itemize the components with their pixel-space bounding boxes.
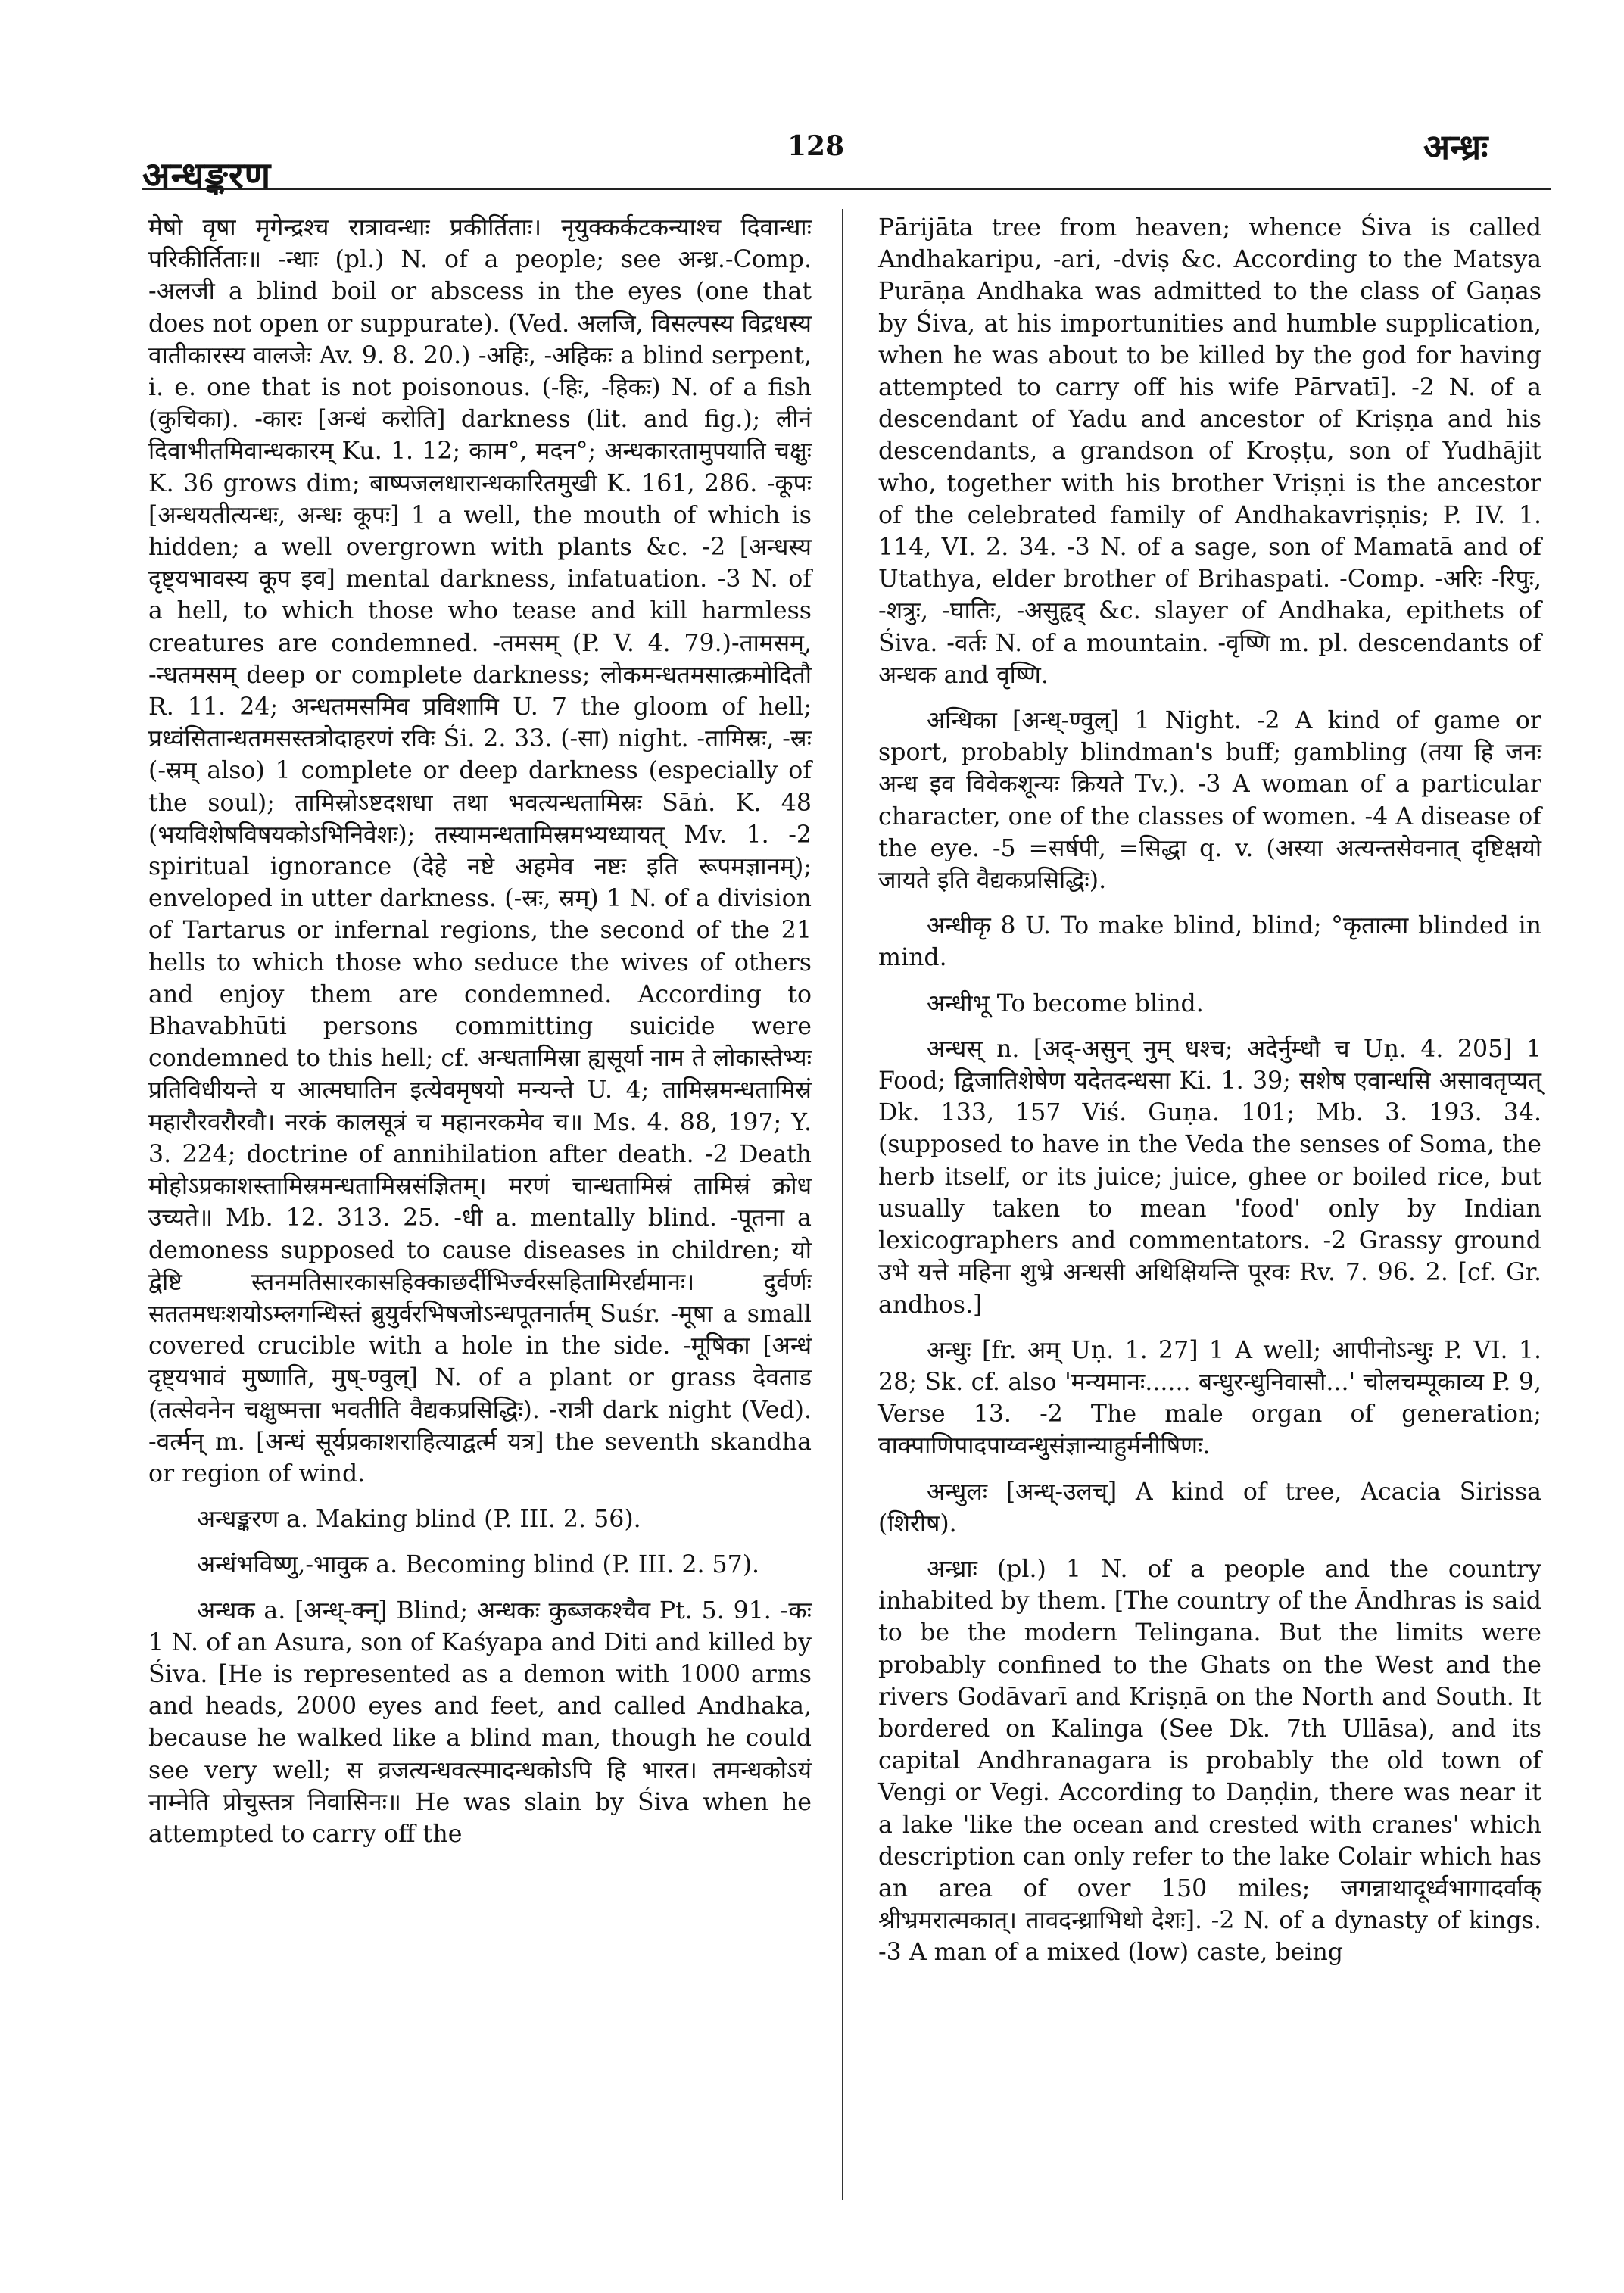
right-entry-8: अन्ध्राः (pl.) 1 N. of a people and the country inhabited by them. [The country of the Āndhras is said to be the modern Telingana. But the limits were probably confined to the Ghats on the West and the rivers Godāvarī and Kriṣṇā on the North and South. It bordered on Kalinga (See Dk. 7th Ullāsa), and its capital Andhranagara is probably the old town of Vengi or Vegi. According to Daṇḍin, there was near it a lake 'like the ocean and crested with cranes' which description can only refer to the lake Colair which has an area of over 150 miles; जगन्नाथादूर्ध्वभागादर्वाक् श्रीभ्रमरात्मकात्। तावदन्ध्राभिधो देशः]. -2 N. of a dynasty of kings. -3 A man of a mixed (low) caste, being	[878, 1555, 1541, 1967]
right-entry-5: अन्धस् n. [अद्-असुन् नुम् धश्च; अदेर्नुम्धौ च Uṇ. 4. 205] 1 Food; द्विजातिशेषेण यदेतदन्धसा Ki. 1. 39; सशेष एवान्धसि असावतृप्यत् Dk. 133, 157 Viś. Guṇa. 101; Mb. 3. 193. 34. (supposed to have in the Veda the senses of Soma, the herb itself, or its juice; juice, ghee or boiled rice, but usually taken to mean 'food' only by Indian lexicographers and commentators. -2 Grassy ground उभे यत्ते महिना शुभ्रे अन्धसी अधिक्षियन्ति पूरवः Rv. 7. 96. 2. [cf. Gr. andhos.]	[878, 1035, 1541, 1319]
running-head-left: अन्धङ्करण	[142, 154, 272, 197]
left-entry-3: अन्धंभविष्णु,-भावुक a. Becoming blind (P. III. 2. 57).	[197, 1551, 760, 1579]
left-column	[148, 212, 812, 1864]
left-entry-1: मेषो वृषा मृगेन्द्रश्च रात्रावन्धाः प्रकीर्तिताः। नृयुक्कर्कटकन्याश्च दिवान्धाः परिकीर्तिताः॥ -न्धाः (pl.) N. of a people; see अन्ध्र.-Comp. -अलजी a blind boil or abscess in the eyes (one that does not open or suppurate). (Ved. अलजि, विसल्पस्य विद्रधस्य वातीकारस्य वालजेः Av. 9. 8. 20.) -अहिः, -अहिकः a blind serpent, i. e. one that is not poisonous. (-हिः, -हिकः) N. of a fish (कुचिका). -कारः [अन्धं करोति] darkness (lit. and fig.); लीनं दिवाभीतमिवान्धकारम् Ku. 1. 12; काम°, मदन°; अन्धकारतामुपयाति चक्षुः K. 36 grows dim; बाष्पजलधारान्धकारितमुखी K. 161, 286. -कूपः [अन्धयतीत्यन्धः, अन्धः कूपः] 1 a well, the mouth of which is hidden; a well overgrown with plants &c. -2 [अन्धस्य दृष्ट्यभावस्य कूप इव] mental darkness, infatuation. -3 N. of a hell, to which those who tease and kill harmless creatures are condemned. -तमसम् (P. V. 4. 79.)-तामसम्, -न्धतमसम् deep or complete darkness; लोकमन्धतमसात्क्रमोदितौ R. 11. 24; अन्धतमसमिव प्रविशामि U. 7 the gloom of hell; प्रध्वंसितान्धतमसस्तत्रोदाहरणं रविः Śi. 2. 33. (-सा) night. -तामिस्रः, -स्रः (-स्रम् also) 1 complete or deep darkness (especially of the soul); तामिस्रोऽष्टदशधा तथा भवत्यन्धतामिस्रः Sāṅ. K. 48 (भयविशेषविषयकोऽभिनिवेशः); तस्यामन्धतामिस्रमभ्यध्यायत् Mv. 1. -2 spiritual ignorance (देहे नष्टे अहमेव नष्टः इति रूपमज्ञानम्); enveloped in utter darkness. (-स्रः, स्रम्) 1 N. of a division of Tartarus or infernal regions, the second of the 21 hells to which those who seduce the wives of others and enjoy them are condemned. According to Bhavabhūti persons committing suicide were condemned to this hell; cf. अन्धतामिस्रा ह्यसूर्या नाम ते लोकास्तेभ्यः प्रतिविधीयन्ते य आत्मघातिन इत्येवमृषयो मन्यन्ते U. 4; तामिस्रमन्धतामिस्रं महारौरवरौरवौ। नरकं कालसूत्रं च महानरकमेव च॥ Ms. 4. 88, 197; Y. 3. 224; doctrine of annihilation after death. -2 Death मोहोऽप्रकाशस्तामिस्रमन्धतामिस्रसंज्ञितम्। मरणं चान्धतामिस्रं तामिस्रं क्रोध उच्यते॥ Mb. 12. 313. 25. -धी a. mentally blind. -पूतना a demoness supposed to cause diseases in children; यो द्वेष्टि स्तनमतिसारकासहिक्काछर्दीभिर्ज्वरसहितामिरर्द्यमानः। दुर्वर्णः सततमधःशयोऽम्लगन्धिस्तं ब्रुयुर्वरभिषजोऽन्धपूतनार्तम् Suśr. -मूषा a small covered crucible with a hole in the side. -मूषिका [अन्धं दृष्ट्यभावं मुष्णाति, मुष्-ण्वुल्] N. of a plant or grass देवताड (तत्सेवनेन चक्षुष्मत्ता भवतीति वैद्यकप्रसिद्धिः). -रात्री dark night (Ved). -वर्त्मन् m. [अन्धं सूर्यप्रकाशराहित्याद्वर्त्म यत्र] the seventh skandha or region of wind.	[148, 214, 812, 1488]
right-column	[878, 212, 1541, 1983]
running-head-right: अन्ध्रः	[1423, 126, 1488, 167]
right-entry-3: अन्धीकृ 8 U. To make blind, blind; °कृतात्मा blinded in mind.	[878, 912, 1541, 972]
header-rule	[142, 188, 1551, 190]
left-entry-2: अन्धङ्करण a. Making blind (P. III. 2. 56).	[197, 1506, 641, 1534]
page-number: 128	[787, 130, 845, 162]
left-entry-4: अन्धक a. [अन्ध्-क्न्] Blind; अन्धकः कुब्जकश्चैव Pt. 5. 91. -कः 1 N. of an Asura, son of Kaśyapa and Diti and killed by Śiva. [He is represented as a demon with 1000 arms and heads, 2000 eyes and feet, and called Andhaka, because he walked like a blind man, though he could see very well; स व्रजत्यन्धवत्स्मादन्धकोऽपि हि भारत। तमन्धकोऽयं नाम्नेति प्रोचुस्तत्र निवासिनः॥ He was slain by Śiva when he attempted to carry off the	[148, 1597, 812, 1848]
right-entry-2: अन्धिका [अन्ध्-ण्वुल्] 1 Night. -2 A kind of game or sport, probably blindman's buff; gambling (तया हि जनः अन्ध इव विवेकशून्यः क्रियते Tv.). -3 A woman of a particular character, one of the classes of women. -4 A disease of the eye. -5 =सर्षपी, =सिद्धा q. v. (अस्या अत्यन्तसेवनात् दृष्टिक्षयो जायते इति वैद्यकप्रसिद्धिः).	[878, 707, 1541, 895]
right-entry-4: अन्धीभू To become blind.	[927, 989, 1204, 1017]
right-entry-7: अन्धुलः [अन्ध्-उलच्] A kind of tree, Acacia Sirissa (शिरीष).	[878, 1478, 1541, 1537]
column-divider	[842, 209, 843, 2200]
right-entry-6: अन्धुः [fr. अम् Uṇ. 1. 27] 1 A well; आपीनोऽन्धुः P. VI. 1. 28; Sk. cf. also 'मन्यमानः...... बन्धुरन्धुनिवासौ...' चोलचम्पूकाव्य P. 9, Verse 13. -2 The male organ of generation; वाक्पाणिपादपाय्वन्धुसंज्ञान्याहुर्मनीषिणः.	[878, 1336, 1541, 1460]
right-entry-1: Pārijāta tree from heaven; whence Śiva is called Andhakaripu, -ari, -dviṣ &c. According to the Matsya Purāṇa Andhaka was admitted to the class of Gaṇas by Śiva, at his importunities and humble supplication, when he was about to be killed by the god for having attempted to carry off his wife Pārvatī]. -2 N. of a descendant of Yadu and ancestor of Kriṣṇa and his descendants, a grandson of Kroṣṭu, son of Yudhājit who, together with his brother Vriṣṇi is the ancestor of the celebrated family of Andhakavriṣṇis; P. IV. 1. 114, VI. 2. 34. -3 N. of a sage, son of Mamatā and of Utathya, elder brother of Brihaspati. -Comp. -अरिः -रिपुः, -शत्रुः, -घातिः, -असुहृद् &c. slayer of Andhaka, epithets of Śiva. -वर्तः N. of a mountain. -वृष्णि m. pl. descendants of अन्धक and वृष्णि.	[878, 214, 1541, 689]
